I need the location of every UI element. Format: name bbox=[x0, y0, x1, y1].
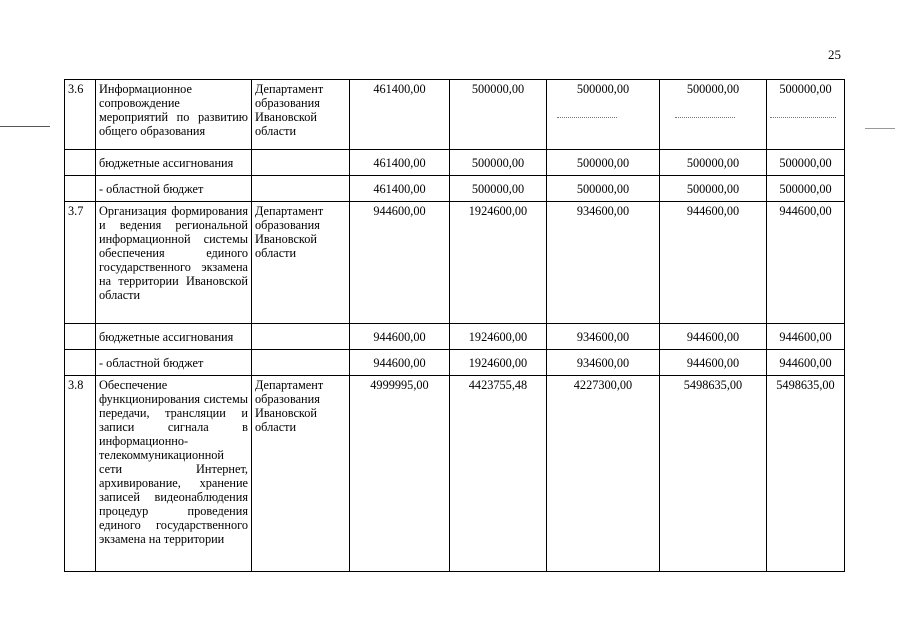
amount-value: 500000,00 bbox=[779, 155, 832, 170]
amount-value: 461400,00 bbox=[373, 181, 426, 196]
amount-value: 944600,00 bbox=[686, 329, 740, 344]
budget-table bbox=[64, 79, 845, 572]
row-description: Организация формирования и ведения региональной информационной системы обеспечения единого государственного экзамена на территории Ивановской области bbox=[96, 202, 252, 324]
amount-cell bbox=[350, 376, 450, 572]
amount-value: 500000,00 bbox=[576, 181, 630, 196]
row-description: Обеспечение функционирования системы передачи, трансляции и записи сигнала в информационно-телекоммуникационной сети Интернет, архивирование, хранение записей видеонаблюдения процедур проведения единого государственного экзамена на территории bbox=[96, 376, 252, 572]
row-organization: Департамент образования Ивановской области bbox=[252, 202, 350, 324]
empty-cell bbox=[252, 350, 350, 376]
amount-value: 934600,00 bbox=[576, 329, 630, 344]
subrow-label: бюджетные ассигнования bbox=[96, 150, 252, 176]
amount-cell bbox=[450, 150, 547, 176]
amount-value: 944600,00 bbox=[779, 204, 832, 218]
amount-value: 500000,00 bbox=[471, 155, 525, 170]
amount-cell bbox=[350, 202, 450, 324]
amount-cell bbox=[767, 176, 845, 202]
amount-cell bbox=[350, 150, 450, 176]
amount-value: 944600,00 bbox=[779, 329, 832, 344]
amount-value: 500000,00 bbox=[576, 82, 630, 96]
row-index: 3.8 bbox=[65, 376, 96, 572]
empty-cell bbox=[65, 150, 96, 176]
empty-cell bbox=[65, 324, 96, 350]
table-subrow bbox=[65, 176, 845, 202]
amount-value: 500000,00 bbox=[686, 82, 740, 96]
amount-cell bbox=[450, 324, 547, 350]
amount-cell bbox=[450, 376, 547, 572]
amount-cell bbox=[350, 324, 450, 350]
amount-value: 500000,00 bbox=[576, 155, 630, 170]
amount-value: 500000,00 bbox=[471, 181, 525, 196]
empty-cell bbox=[65, 176, 96, 202]
amount-value: 500000,00 bbox=[779, 82, 832, 96]
amount-value: 934600,00 bbox=[576, 355, 630, 370]
amount-value: 500000,00 bbox=[779, 181, 832, 196]
amount-value: 1924600,00 bbox=[468, 204, 528, 218]
amount-value: 500000,00 bbox=[686, 155, 740, 170]
amount-cell bbox=[767, 202, 845, 324]
amount-value: 1924600,00 bbox=[468, 329, 528, 344]
amount-cell bbox=[547, 376, 660, 572]
amount-cell bbox=[450, 80, 547, 150]
amount-cell bbox=[350, 350, 450, 376]
table-row bbox=[65, 202, 845, 324]
empty-cell bbox=[65, 350, 96, 376]
table-row bbox=[65, 376, 845, 572]
scan-mark bbox=[0, 126, 50, 127]
amount-value: 4227300,00 bbox=[573, 378, 633, 392]
table-subrow bbox=[65, 350, 845, 376]
amount-cell bbox=[660, 376, 767, 572]
amount-value: 4999995,00 bbox=[370, 378, 429, 392]
amount-value: 4423755,48 bbox=[468, 378, 528, 392]
amount-cell bbox=[660, 150, 767, 176]
amount-value: 944600,00 bbox=[686, 355, 740, 370]
amount-cell bbox=[660, 176, 767, 202]
amount-cell bbox=[450, 202, 547, 324]
page-number: 25 bbox=[828, 47, 841, 62]
amount-cell bbox=[660, 80, 767, 150]
amount-cell bbox=[547, 350, 660, 376]
amount-value: 461400,00 bbox=[373, 155, 426, 170]
amount-value: 500000,00 bbox=[471, 82, 525, 96]
table-subrow bbox=[65, 324, 845, 350]
subrow-label: бюджетные ассигнования bbox=[96, 324, 252, 350]
row-organization: Департамент образования Ивановской области bbox=[252, 376, 350, 572]
amount-value: 1924600,00 bbox=[468, 355, 528, 370]
amount-cell bbox=[547, 150, 660, 176]
amount-cell bbox=[450, 176, 547, 202]
table-subrow bbox=[65, 150, 845, 176]
amount-cell bbox=[660, 202, 767, 324]
amount-value: 5498635,00 bbox=[683, 378, 743, 392]
amount-value: 944600,00 bbox=[686, 204, 740, 218]
amount-cell bbox=[767, 80, 845, 150]
amount-value: 944600,00 bbox=[373, 329, 426, 344]
amount-cell bbox=[547, 80, 660, 150]
amount-cell bbox=[350, 80, 450, 150]
row-description: Информационное сопровождение мероприятий по развитию общего образования bbox=[96, 80, 252, 150]
amount-value: 500000,00 bbox=[686, 181, 740, 196]
amount-cell bbox=[450, 350, 547, 376]
amount-value: 944600,00 bbox=[373, 204, 426, 218]
amount-value: 944600,00 bbox=[373, 355, 426, 370]
amount-cell bbox=[547, 324, 660, 350]
amount-cell bbox=[547, 202, 660, 324]
amount-cell bbox=[767, 324, 845, 350]
subrow-label: - областной бюджет bbox=[96, 176, 252, 202]
row-organization: Департамент образования Ивановской области bbox=[252, 80, 350, 150]
amount-value: 944600,00 bbox=[779, 355, 832, 370]
amount-cell bbox=[767, 350, 845, 376]
amount-value: 461400,00 bbox=[373, 82, 426, 96]
subrow-label: - областной бюджет bbox=[96, 350, 252, 376]
table-row bbox=[65, 80, 845, 150]
empty-cell bbox=[252, 150, 350, 176]
row-index: 3.6 bbox=[65, 80, 96, 150]
amount-cell bbox=[350, 176, 450, 202]
amount-cell bbox=[767, 150, 845, 176]
empty-cell bbox=[252, 324, 350, 350]
amount-value: 934600,00 bbox=[576, 204, 630, 218]
amount-cell bbox=[767, 376, 845, 572]
amount-value: 5498635,00 bbox=[776, 378, 835, 392]
row-index: 3.7 bbox=[65, 202, 96, 324]
scan-mark bbox=[865, 128, 895, 129]
amount-cell bbox=[547, 176, 660, 202]
amount-cell bbox=[660, 324, 767, 350]
empty-cell bbox=[252, 176, 350, 202]
amount-cell bbox=[660, 350, 767, 376]
